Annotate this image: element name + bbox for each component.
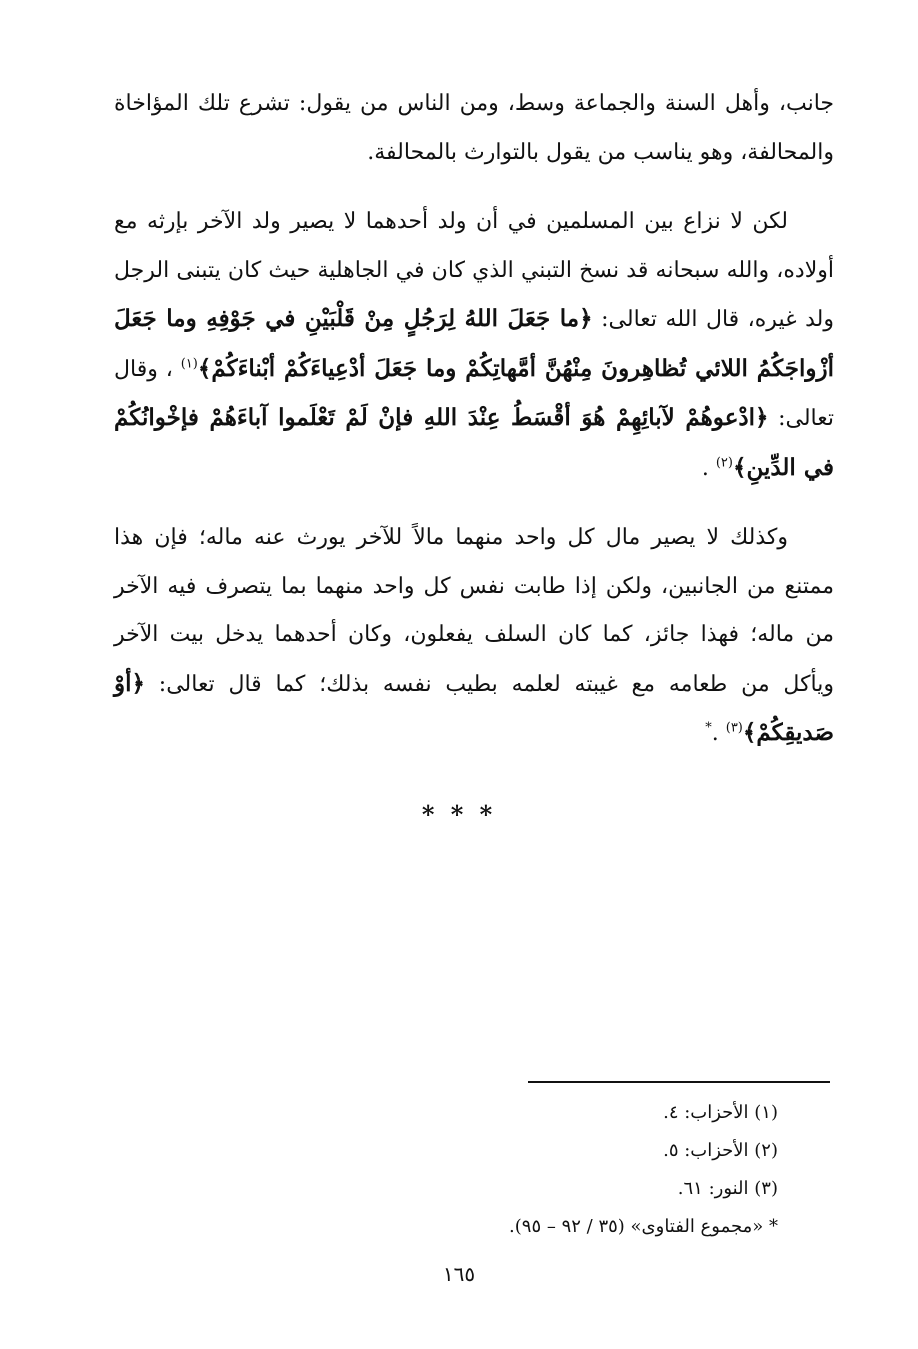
section-separator: * * * [421, 800, 497, 829]
paragraph-2-text-c: . [701, 455, 716, 481]
paragraph-2-text-a: لكن لا نزاع بين المسلمين في أن ولد أحدهما لا يصير ولد الآخر بإرثه مع أولاده، والله سبحانه قد نسخ التبني الذي كان في الجاهلية حيث كان يتبنى الرجل ولد غيره، قال الله تعالى: [114, 209, 834, 332]
source-note-marker[interactable]: * [705, 720, 712, 736]
footnotes [358, 1094, 778, 1246]
paragraph-3 [114, 514, 834, 759]
quran-verse-2: ﴿ادْعوهُمْ لآبائِهِمْ هُوَ أقْسَطُ عِنْدَ اللهِ فإنْ لَمْ تَعْلَموا آباءَهُمْ فإخْوانُكُمْ في الدِّينِ﴾ [114, 404, 834, 481]
footnote-divider [528, 1081, 830, 1083]
paragraph-2 [114, 198, 834, 493]
paragraph-1 [114, 80, 834, 177]
paragraph-1-text: جانب، وأهل السنة والجماعة وسط، ومن الناس من يقول: تشرع تلك المؤاخاة والمحالفة، وهو يناسب من يقول بالتوارث بالمحالفة. [114, 91, 834, 165]
page-number: ١٦٥ [442, 1262, 476, 1286]
footnote-1: (١) الأحزاب: ٤. [663, 1102, 778, 1123]
footnote-ref-2[interactable]: (٢) [715, 455, 733, 471]
paragraph-2-text-b: ، وقال تعالى: [114, 356, 834, 431]
quran-verse-3: ﴿أوْ صَديقِكُمْ﴾ [114, 669, 834, 746]
footnote-2: (٢) الأحزاب: ٥. [663, 1140, 778, 1161]
footnote-source: * «مجموع الفتاوى» (٣٥ / ٩٢ – ٩٥). [509, 1216, 778, 1237]
paragraph-3-text-b: . [711, 721, 726, 746]
quran-verse-1: ﴿ما جَعَلَ اللهُ لِرَجُلٍ مِنْ قَلْبَيْنِ في جَوْفِهِ وما جَعَلَ أزْواجَكُمُ اللائي تُظاهِرونَ مِنْهُنَّ أمَّهاتِكُمْ وما جَعَلَ أدْعِياءَكُمْ أبْناءَكُمْ﴾ [114, 305, 834, 382]
footnote-ref-1[interactable]: (١) [180, 356, 198, 372]
footnote-3: (٣) النور: ٦١. [677, 1178, 778, 1199]
footnote-ref-3[interactable]: (٣) [725, 720, 743, 736]
main-text [114, 80, 834, 759]
paragraph-3-text-a: وكذلك لا يصير مال كل واحد منهما مالاً للآخر يورث عنه ماله؛ فإن هذا ممتنع من الجانبين، ولكن إذا طابت نفس كل واحد منهما بما يتصرف فيه الآخر من ماله؛ فهذا جائز، كما كان السلف يفعلون، وكان أحدهما يدخل بيت الآخر ويأكل من طعامه مع غيبته لعلمه بطيب نفسه بذلك؛ كما قال تعالى: [114, 525, 834, 697]
